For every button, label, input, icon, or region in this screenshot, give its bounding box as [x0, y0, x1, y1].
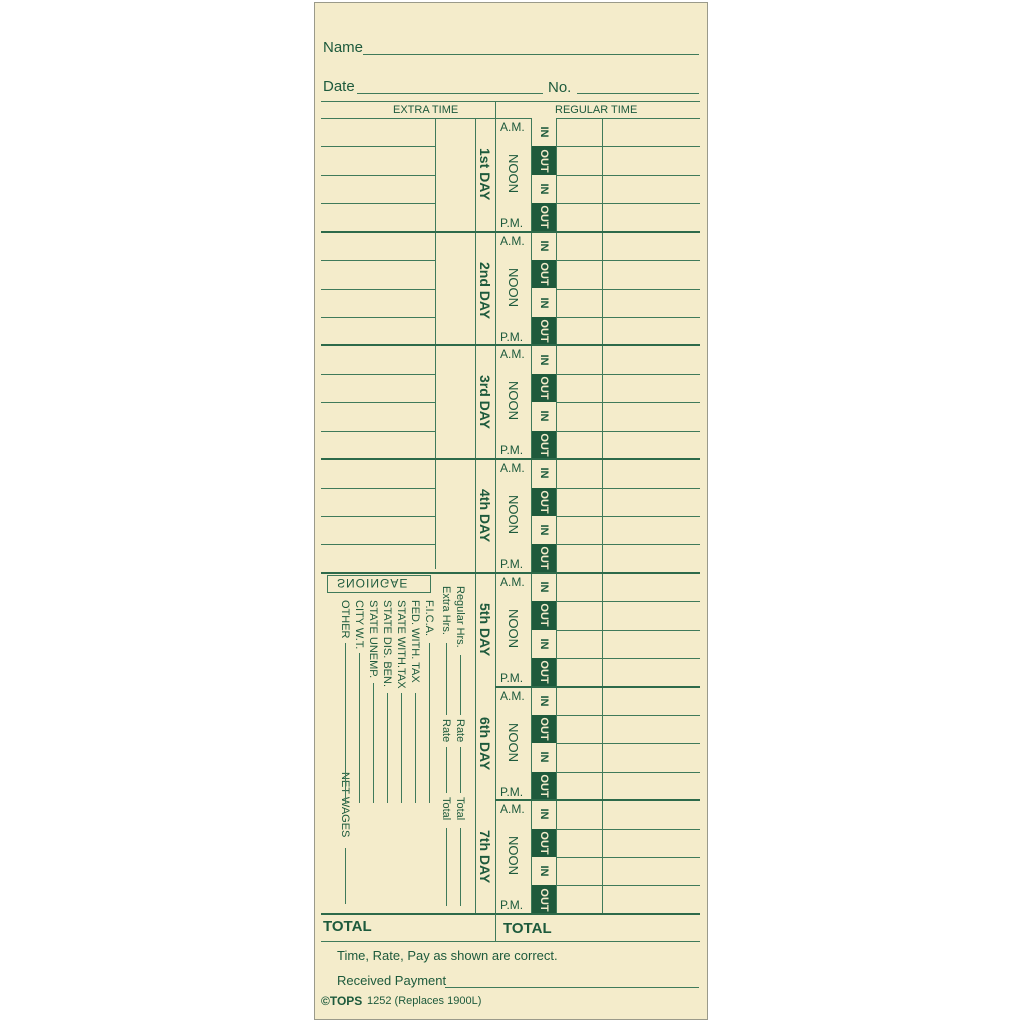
regular-time-line	[602, 175, 700, 176]
out-label: OUT	[538, 546, 550, 571]
am-label: A.M.	[500, 688, 525, 703]
time-card	[314, 2, 708, 1020]
slot-time-line	[556, 175, 602, 176]
extra-time-line	[321, 317, 435, 318]
correct-statement: Time, Rate, Pay as shown are correct.	[337, 948, 558, 963]
out-slot-day5-2	[532, 601, 556, 629]
city-wt-line	[359, 653, 360, 803]
in-slot-day3-3	[532, 402, 556, 430]
in-slot-day2-1	[532, 232, 556, 260]
slot-time-line	[556, 715, 602, 716]
in-label: IN	[538, 354, 550, 366]
state-unemp-line	[373, 683, 374, 803]
earnings-title: SNOINGAE	[337, 576, 409, 590]
slot-time-line	[556, 516, 602, 517]
am-label: A.M.	[500, 233, 525, 248]
slot-time-line	[556, 374, 602, 375]
totals-divider	[495, 914, 496, 941]
in-label: IN	[538, 581, 550, 593]
extra-time-line	[321, 516, 435, 517]
out-label: OUT	[538, 205, 550, 229]
in-label: IN	[538, 751, 550, 763]
regular-time-line	[602, 885, 700, 886]
net-wages-label: NET WAGES	[339, 772, 351, 838]
out-slot-day5-4	[532, 658, 556, 686]
in-slot-day6-1	[532, 687, 556, 715]
regular-time-line	[602, 516, 700, 517]
pm-label: P.M.	[500, 443, 524, 458]
in-label: IN	[538, 865, 550, 877]
slot-time-line	[556, 658, 602, 659]
name-line	[363, 54, 699, 55]
in-label: IN	[538, 126, 550, 138]
slot-time-line	[556, 885, 602, 886]
am-label: A.M.	[500, 461, 525, 476]
extra-time-line	[321, 203, 435, 204]
day-separator	[321, 344, 700, 346]
in-label: IN	[538, 410, 550, 422]
in-slot-day7-1	[532, 800, 556, 828]
total-left: TOTAL	[323, 918, 372, 935]
am-label: A.M.	[500, 347, 525, 362]
received-payment-line	[445, 987, 699, 988]
in-label: IN	[538, 240, 550, 252]
total-label-2: Total	[440, 797, 452, 821]
slot-time-line	[556, 544, 602, 545]
day-label-1: 1st DAY	[477, 148, 493, 201]
slot-time-line	[556, 317, 602, 318]
noon-label: NOON	[506, 267, 521, 307]
in-slot-day5-3	[532, 630, 556, 658]
total-right: TOTAL	[503, 920, 552, 937]
slot-time-line	[556, 203, 602, 204]
in-label: IN	[538, 695, 550, 707]
fed-tax-line	[415, 693, 416, 803]
received-payment-label: Received Payment	[337, 973, 447, 988]
form-code: 1252 (Replaces 1900L)	[367, 995, 482, 1007]
total-line-2	[446, 828, 447, 906]
extra-hrs-label: Extra Hrs.	[440, 586, 452, 635]
in-slot-day5-1	[532, 573, 556, 601]
slot-time-line	[556, 829, 602, 830]
columns-rule	[321, 118, 700, 119]
in-slot-day1-1	[532, 118, 556, 146]
out-slot-day6-2	[532, 715, 556, 743]
header-rule	[321, 101, 700, 102]
date-label: Date	[323, 78, 355, 95]
out-slot-day4-2	[532, 488, 556, 516]
in-slot-day7-3	[532, 857, 556, 885]
extra-time-line	[321, 374, 435, 375]
in-slot-day4-1	[532, 459, 556, 487]
slot-time-line	[556, 857, 602, 858]
state-tax-line	[401, 693, 402, 803]
totals-top-rule	[321, 913, 700, 915]
no-line	[577, 93, 699, 94]
other-line	[345, 643, 346, 803]
rate-label-2: Rate	[440, 719, 452, 743]
in-label: IN	[538, 183, 550, 195]
regular-time-line	[602, 658, 700, 659]
extra-time-line	[321, 488, 435, 489]
regular-time-line	[602, 374, 700, 375]
in-slot-day2-3	[532, 289, 556, 317]
tops-logo: ©TOPS	[321, 994, 363, 1008]
slot-time-line	[556, 601, 602, 602]
regular-time-line	[602, 544, 700, 545]
regular-time-line	[602, 146, 700, 147]
day-label-7: 7th DAY	[477, 830, 493, 884]
noon-label: NOON	[506, 381, 521, 421]
extra-hrs-line	[446, 643, 447, 715]
regular-time-line	[602, 431, 700, 432]
regular-time-line	[602, 488, 700, 489]
slot-time-line	[556, 260, 602, 261]
am-label: A.M.	[500, 802, 525, 817]
regular-time-line	[602, 289, 700, 290]
rate-label-1: Rate	[454, 719, 466, 743]
date-line	[357, 93, 543, 94]
in-slot-day6-3	[532, 743, 556, 771]
out-slot-day3-4	[532, 431, 556, 459]
slot-time-line	[556, 289, 602, 290]
day-label-2: 2nd DAY	[477, 261, 493, 319]
total-label-1: Total	[454, 797, 466, 821]
out-slot-day4-4	[532, 544, 556, 572]
day-label-4: 4th DAY	[477, 489, 493, 543]
day-separator	[495, 686, 700, 688]
extra-time-line	[321, 289, 435, 290]
regular-time-heading: REGULAR TIME	[555, 104, 638, 116]
rate-line-1	[460, 747, 461, 793]
extra-time-line	[321, 260, 435, 261]
regular-time-line	[602, 402, 700, 403]
totals-bottom-rule	[321, 941, 700, 942]
slot-time-line	[556, 772, 602, 773]
regular-time-line	[602, 203, 700, 204]
regular-time-line	[602, 630, 700, 631]
out-label: OUT	[538, 660, 550, 684]
noon-label: NOON	[506, 154, 521, 193]
out-slot-day2-2	[532, 260, 556, 288]
total-line-1	[460, 828, 461, 906]
regular-time-line	[602, 829, 700, 830]
regular-time-line	[602, 601, 700, 602]
state-with-tax-label: STATE WITH.TAX	[395, 600, 407, 689]
out-slot-day3-2	[532, 374, 556, 402]
fica-line	[429, 643, 430, 803]
regular-time-line	[602, 260, 700, 261]
in-label: IN	[538, 808, 550, 820]
in-label: IN	[538, 467, 550, 479]
in-label: IN	[538, 524, 550, 536]
extra-time-line	[321, 544, 435, 545]
state-unemp-label: STATE UNEMP.	[367, 600, 379, 679]
regular-time-line	[602, 772, 700, 773]
extra-time-line	[321, 146, 435, 147]
out-slot-day1-2	[532, 146, 556, 174]
out-slot-day6-4	[532, 772, 556, 800]
rate-line-2	[446, 747, 447, 793]
am-label: A.M.	[500, 120, 525, 134]
out-slot-day1-4	[532, 203, 556, 231]
in-slot-day3-1	[532, 345, 556, 373]
regular-hrs-line	[460, 655, 461, 715]
regular-time-line	[602, 857, 700, 858]
regular-time-line	[602, 715, 700, 716]
pm-label: P.M.	[500, 670, 524, 685]
center-divider	[495, 101, 496, 914]
in-slot-day1-3	[532, 175, 556, 203]
day-label-6: 6th DAY	[477, 716, 493, 770]
slot-time-line	[556, 402, 602, 403]
out-label: OUT	[538, 603, 550, 627]
out-label: OUT	[538, 148, 550, 173]
extra-time-heading: EXTRA TIME	[393, 104, 459, 116]
slot-time-line	[556, 146, 602, 147]
slot-time-line	[556, 743, 602, 744]
out-label: OUT	[538, 262, 550, 286]
pm-label: P.M.	[500, 898, 524, 913]
regular-time-line	[602, 743, 700, 744]
in-slot-day4-3	[532, 516, 556, 544]
noon-label: NOON	[506, 722, 521, 762]
name-label: Name	[323, 39, 364, 56]
day-label-3: 3rd DAY	[477, 375, 493, 430]
slot-time-line	[556, 431, 602, 432]
extra-time-line	[321, 402, 435, 403]
out-label: OUT	[538, 490, 550, 514]
out-label: OUT	[538, 319, 550, 343]
day-label-5: 5th DAY	[477, 602, 493, 656]
regular-time-line	[602, 317, 700, 318]
pm-label: P.M.	[500, 784, 524, 799]
day-separator	[321, 231, 700, 233]
am-label: A.M.	[500, 574, 525, 589]
day-separator	[495, 799, 700, 801]
out-slot-day2-4	[532, 317, 556, 345]
fed-with-tax-label: FED. WITH. TAX	[409, 600, 421, 683]
in-label: IN	[538, 297, 550, 309]
out-slot-day7-2	[532, 829, 556, 857]
other-label: OTHER	[339, 600, 351, 639]
day-separator	[321, 458, 700, 460]
out-label: OUT	[538, 831, 550, 855]
slot-time-line	[556, 488, 602, 489]
regular-hrs-label: Regular Hrs.	[454, 586, 466, 648]
extra-time-line	[321, 175, 435, 176]
out-label: OUT	[538, 433, 550, 457]
out-label: OUT	[538, 887, 550, 912]
extra-time-line	[321, 431, 435, 432]
day-label-divider	[475, 118, 476, 914]
out-label: OUT	[538, 774, 550, 798]
in-label: IN	[538, 638, 550, 650]
noon-label: NOON	[506, 495, 521, 535]
out-label: OUT	[538, 717, 550, 741]
pm-label: P.M.	[500, 557, 524, 572]
state-dis-ben-label: STATE DIS. BEN.	[381, 600, 393, 687]
fica-label: F.I.C.A.	[423, 600, 435, 637]
noon-label: NOON	[506, 608, 521, 648]
noon-label: NOON	[506, 836, 521, 876]
net-wages-line	[345, 848, 346, 904]
slot-time-line	[556, 630, 602, 631]
no-label: No.	[548, 79, 572, 96]
city-wt-label: CITY W.T.	[353, 600, 365, 650]
out-slot-day7-4	[532, 885, 556, 913]
day-separator	[321, 572, 700, 574]
out-label: OUT	[538, 376, 550, 400]
pm-label: P.M.	[500, 216, 524, 230]
pm-label: P.M.	[500, 329, 524, 344]
state-dis-line	[387, 693, 388, 803]
